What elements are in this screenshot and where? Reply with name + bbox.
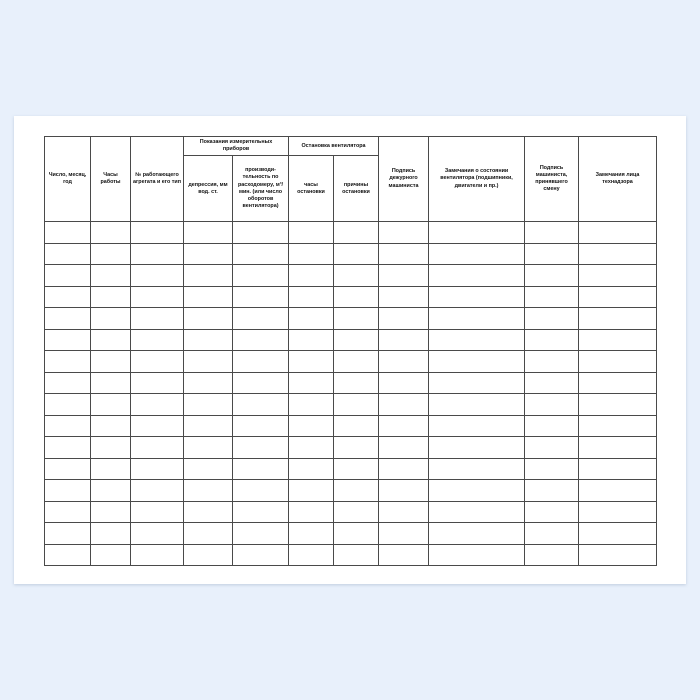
table-cell[interactable] (429, 286, 525, 308)
table-cell[interactable] (379, 308, 429, 330)
table-row (45, 372, 657, 394)
table-cell[interactable] (334, 329, 379, 351)
journal-table (44, 136, 657, 566)
table-cell[interactable] (334, 243, 379, 265)
table-cell[interactable] (379, 415, 429, 437)
table-cell[interactable] (233, 372, 289, 394)
table-cell[interactable] (379, 394, 429, 416)
table-cell[interactable] (184, 458, 233, 480)
table-cell[interactable] (379, 222, 429, 244)
table-cell[interactable] (131, 351, 184, 373)
table-cell[interactable] (379, 351, 429, 373)
table-cell[interactable] (233, 351, 289, 373)
table-cell[interactable] (184, 523, 233, 545)
col-header-shift-sign: Подпись машиниста, принявшего смену (525, 137, 579, 222)
table-cell[interactable] (91, 329, 131, 351)
table-cell[interactable] (131, 329, 184, 351)
table-cell[interactable] (579, 523, 657, 545)
table-cell[interactable] (334, 501, 379, 523)
table-cell[interactable] (579, 222, 657, 244)
table-cell[interactable] (45, 372, 91, 394)
group-header-stop: Остановка вентилятора (289, 137, 379, 156)
table-cell[interactable] (429, 501, 525, 523)
table-cell[interactable] (334, 222, 379, 244)
col-header-depression: депрессия, мм вод. ст. (184, 156, 233, 222)
table-cell[interactable] (289, 351, 334, 373)
table-body (45, 222, 657, 566)
table-cell[interactable] (579, 480, 657, 502)
table-cell[interactable] (45, 265, 91, 287)
table-head (45, 137, 657, 222)
table-cell[interactable] (525, 351, 579, 373)
table-cell[interactable] (91, 523, 131, 545)
table-cell[interactable] (334, 523, 379, 545)
table-cell[interactable] (429, 544, 525, 566)
col-header-unit: № работающего агрегата и его тип (131, 137, 184, 222)
table-cell[interactable] (379, 501, 429, 523)
table-cell[interactable] (184, 480, 233, 502)
col-header-remarks-fan: Замечания о состоянии вентилятора (подшипники, двигатели и пр.) (429, 137, 525, 222)
table-cell[interactable] (45, 523, 91, 545)
table-cell[interactable] (184, 308, 233, 330)
table-cell[interactable] (334, 394, 379, 416)
table-cell[interactable] (289, 458, 334, 480)
table-cell[interactable] (579, 458, 657, 480)
table-cell[interactable] (131, 286, 184, 308)
col-header-supervisor-remarks: Замечания лица технадзора (579, 137, 657, 222)
table-cell[interactable] (184, 265, 233, 287)
col-header-stop-hours: часы остановки (289, 156, 334, 222)
table-cell[interactable] (525, 243, 579, 265)
table-cell[interactable] (131, 308, 184, 330)
table-cell[interactable] (289, 437, 334, 459)
group-header-instruments: Показания измерительных приборов (184, 137, 289, 156)
table-cell[interactable] (184, 394, 233, 416)
table-cell[interactable] (131, 523, 184, 545)
table-cell[interactable] (233, 437, 289, 459)
table-cell[interactable] (45, 394, 91, 416)
table-cell[interactable] (429, 480, 525, 502)
table-cell[interactable] (289, 501, 334, 523)
table-cell[interactable] (579, 243, 657, 265)
table-row (45, 222, 657, 244)
table-cell[interactable] (91, 222, 131, 244)
table-cell[interactable] (579, 286, 657, 308)
table-cell[interactable] (525, 265, 579, 287)
table-cell[interactable] (45, 415, 91, 437)
table-cell[interactable] (91, 437, 131, 459)
table-cell[interactable] (289, 222, 334, 244)
table-cell[interactable] (525, 372, 579, 394)
table-cell[interactable] (233, 243, 289, 265)
table-cell[interactable] (579, 329, 657, 351)
table-cell[interactable] (184, 286, 233, 308)
table-cell[interactable] (334, 372, 379, 394)
table-cell[interactable] (45, 437, 91, 459)
table-cell[interactable] (131, 437, 184, 459)
table-cell[interactable] (579, 372, 657, 394)
table-cell[interactable] (184, 222, 233, 244)
table-cell[interactable] (233, 265, 289, 287)
table-cell[interactable] (45, 222, 91, 244)
table-row (45, 329, 657, 351)
table-cell[interactable] (429, 394, 525, 416)
table-cell[interactable] (184, 243, 233, 265)
table-cell[interactable] (525, 415, 579, 437)
table-cell[interactable] (379, 372, 429, 394)
table-cell[interactable] (429, 265, 525, 287)
table-cell[interactable] (429, 329, 525, 351)
table-cell[interactable] (289, 415, 334, 437)
table-cell[interactable] (233, 523, 289, 545)
table-cell[interactable] (429, 437, 525, 459)
table-cell[interactable] (429, 222, 525, 244)
table-cell[interactable] (131, 394, 184, 416)
table-cell[interactable] (45, 544, 91, 566)
table-cell[interactable] (45, 501, 91, 523)
table-cell[interactable] (91, 480, 131, 502)
table-cell[interactable] (233, 394, 289, 416)
table-row (45, 523, 657, 545)
table-cell[interactable] (289, 265, 334, 287)
table-cell[interactable] (184, 544, 233, 566)
table-cell[interactable] (131, 544, 184, 566)
table-cell[interactable] (45, 243, 91, 265)
col-header-hours: Часы работы (91, 137, 131, 222)
table-cell[interactable] (579, 501, 657, 523)
table-cell[interactable] (91, 458, 131, 480)
table-cell[interactable] (289, 308, 334, 330)
table-cell[interactable] (289, 243, 334, 265)
table-cell[interactable] (289, 286, 334, 308)
table-cell[interactable] (379, 523, 429, 545)
table-cell[interactable] (525, 222, 579, 244)
table-cell[interactable] (289, 523, 334, 545)
table-cell[interactable] (334, 308, 379, 330)
table-cell[interactable] (91, 394, 131, 416)
table-cell[interactable] (334, 286, 379, 308)
table-cell[interactable] (525, 458, 579, 480)
table-cell[interactable] (334, 544, 379, 566)
table-cell[interactable] (131, 415, 184, 437)
table-cell[interactable] (184, 415, 233, 437)
table-cell[interactable] (91, 351, 131, 373)
table-cell[interactable] (429, 351, 525, 373)
table-cell[interactable] (429, 372, 525, 394)
table-cell[interactable] (184, 501, 233, 523)
col-header-date: Число, месяц, год (45, 137, 91, 222)
table-cell[interactable] (45, 308, 91, 330)
table-cell[interactable] (233, 222, 289, 244)
table-cell[interactable] (525, 394, 579, 416)
table-cell[interactable] (525, 329, 579, 351)
col-header-operator-sign: Подпись дежурного машиниста (379, 137, 429, 222)
col-header-stop-reasons: причины остановки (334, 156, 379, 222)
table-cell[interactable] (289, 480, 334, 502)
table-cell[interactable] (379, 265, 429, 287)
table-cell[interactable] (525, 480, 579, 502)
table-cell[interactable] (525, 501, 579, 523)
table-cell[interactable] (525, 286, 579, 308)
table-cell[interactable] (289, 329, 334, 351)
table-row (45, 308, 657, 330)
table-cell[interactable] (91, 372, 131, 394)
table-cell[interactable] (579, 351, 657, 373)
table-cell[interactable] (91, 308, 131, 330)
table-cell[interactable] (429, 458, 525, 480)
table-cell[interactable] (334, 415, 379, 437)
table-cell[interactable] (429, 415, 525, 437)
table-row (45, 394, 657, 416)
table-cell[interactable] (579, 415, 657, 437)
table-cell[interactable] (233, 501, 289, 523)
journal-sheet (44, 136, 656, 564)
table-cell[interactable] (131, 372, 184, 394)
table-cell[interactable] (579, 544, 657, 566)
table-cell[interactable] (334, 480, 379, 502)
table-row (45, 458, 657, 480)
table-cell[interactable] (233, 544, 289, 566)
table-cell[interactable] (525, 437, 579, 459)
table-cell[interactable] (131, 243, 184, 265)
table-cell[interactable] (233, 286, 289, 308)
table-cell[interactable] (429, 308, 525, 330)
table-cell[interactable] (525, 544, 579, 566)
table-cell[interactable] (379, 243, 429, 265)
table-cell[interactable] (289, 372, 334, 394)
table-cell[interactable] (334, 265, 379, 287)
table-cell[interactable] (131, 501, 184, 523)
table-row (45, 286, 657, 308)
table-cell[interactable] (184, 437, 233, 459)
table-cell[interactable] (91, 544, 131, 566)
table-cell[interactable] (233, 329, 289, 351)
table-cell[interactable] (91, 415, 131, 437)
col-header-capacity: производи-тельность по расходомеру, м³/мин. (или число оборотов вентилятора) (233, 156, 289, 222)
table-cell[interactable] (289, 544, 334, 566)
table-cell[interactable] (379, 329, 429, 351)
table-cell[interactable] (131, 265, 184, 287)
table-row (45, 415, 657, 437)
paper-page (14, 116, 686, 584)
table-row (45, 351, 657, 373)
table-cell[interactable] (233, 458, 289, 480)
table-cell[interactable] (334, 351, 379, 373)
table-cell[interactable] (184, 351, 233, 373)
table-cell[interactable] (379, 480, 429, 502)
table-cell[interactable] (131, 222, 184, 244)
table-cell[interactable] (131, 480, 184, 502)
table-cell[interactable] (379, 437, 429, 459)
header-row-groups (45, 137, 657, 156)
table-cell[interactable] (579, 437, 657, 459)
table-cell[interactable] (379, 286, 429, 308)
table-cell[interactable] (525, 523, 579, 545)
table-cell[interactable] (233, 480, 289, 502)
table-cell[interactable] (91, 286, 131, 308)
table-cell[interactable] (45, 351, 91, 373)
table-cell[interactable] (379, 458, 429, 480)
table-cell[interactable] (289, 394, 334, 416)
table-cell[interactable] (379, 544, 429, 566)
table-cell[interactable] (45, 286, 91, 308)
table-cell[interactable] (579, 265, 657, 287)
table-cell[interactable] (45, 458, 91, 480)
table-row (45, 437, 657, 459)
table-cell[interactable] (91, 243, 131, 265)
table-cell[interactable] (45, 329, 91, 351)
table-cell[interactable] (579, 308, 657, 330)
table-cell[interactable] (233, 308, 289, 330)
table-cell[interactable] (334, 437, 379, 459)
table-cell[interactable] (579, 394, 657, 416)
table-cell[interactable] (91, 501, 131, 523)
table-cell[interactable] (184, 329, 233, 351)
table-row (45, 544, 657, 566)
table-row (45, 501, 657, 523)
table-cell[interactable] (429, 523, 525, 545)
table-cell[interactable] (429, 243, 525, 265)
table-row (45, 243, 657, 265)
table-cell[interactable] (184, 372, 233, 394)
table-cell[interactable] (233, 415, 289, 437)
table-row (45, 480, 657, 502)
table-cell[interactable] (334, 458, 379, 480)
table-cell[interactable] (45, 480, 91, 502)
table-cell[interactable] (131, 458, 184, 480)
table-cell[interactable] (91, 265, 131, 287)
table-row (45, 265, 657, 287)
table-cell[interactable] (525, 308, 579, 330)
